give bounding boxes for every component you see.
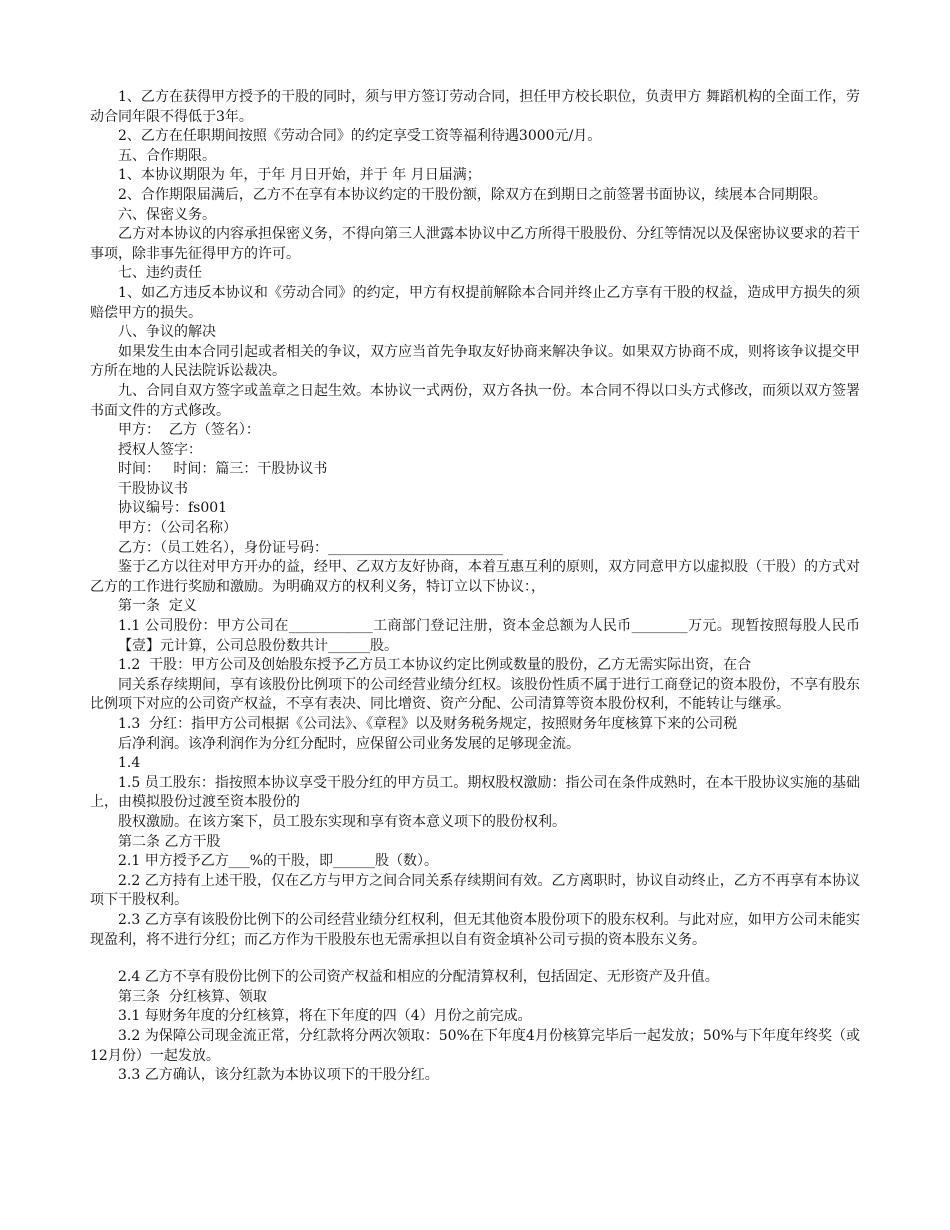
paragraph: 2.2 乙方持有上述干股，仅在乙方与甲方之间合同关系存续期间有效。乙方离职时，协议自动终止，乙方不再享有本协议项下干股权利。: [90, 872, 860, 909]
paragraph: 乙方：（员工姓名），身份证号码：_________________________: [118, 539, 503, 556]
paragraph: 1、本协议期限为 年，于年 月日开始，并于 年 月日届满；: [118, 167, 481, 184]
paragraph: 甲方：（公司名称）: [118, 520, 237, 537]
paragraph: 1、乙方在获得甲方授予的干股的同时，须与甲方签订劳动合同，担任甲方校长职位，负责甲方 舞蹈机构的全面工作，劳动合同年限不得低于3年。: [90, 89, 860, 125]
paragraph: 3.3 乙方确认，该分红款为本协议项下的干股分红。: [118, 1067, 439, 1084]
paragraph: 如果发生由本合同引起或者相关的争议，双方应当首先争取友好协商来解决争议。如果双方协商不成，则将该争议提交甲方所在地的人民法院诉讼裁决。: [90, 343, 860, 380]
paragraph: 1.3 分红：指甲方公司根据《公司法》、《章程》以及财务税务规定，按照财务年度核算下来的公司税: [118, 716, 738, 732]
paragraph: 九、合同自双方签字或盖章之日起生效。本协议一式两份，双方各执一份。本合同不得以口头方式修改，而须以双方签署书面文件的方式修改。: [90, 382, 860, 419]
paragraph: 同关系存续期间，享有该股份比例项下的公司经营业绩分红权。该股份性质不属于进行工商登记的资本股份，不享有股东比例项下对应的公司资产权益，不享有表决、同比增资、资产分配、公司清算等资本股份权利，不能转让与继承。: [90, 676, 860, 713]
paragraph: 五、合作期限。: [118, 147, 216, 164]
paragraph: 六、保密义务。: [118, 206, 216, 223]
paragraph: 后净利润。该净利润作为分红分配时，应保留公司业务发展的足够现金流。: [118, 735, 580, 752]
paragraph: 时间： 时间：篇三：干股协议书: [118, 461, 328, 478]
paragraph: 八、争议的解决: [118, 324, 216, 341]
paragraph: 乙方对本协议的内容承担保密义务，不得向第三人泄露本协议中乙方所得干股股份、分红等情况以及保密协议要求的若干事项，除非事先征得甲方的许可。: [90, 226, 860, 262]
paragraph: 1.4: [118, 755, 141, 772]
paragraph: 干股协议书: [118, 480, 188, 497]
paragraph: 2.4 乙方不享有股份比例下的公司资产权益和相应的分配清算权利，包括固定、无形资产及升值。: [118, 969, 719, 986]
paragraph: 1.5 员工股东：指按照本协议享受干股分红的甲方员工。期权股权激励：指公司在条件成熟时，在本干股协议实施的基础上，由模拟股份过渡至资本股份的: [90, 774, 860, 811]
paragraph: 2、乙方在任职期间按照《劳动合同》的约定享受工资等福利待遇3000元/月。: [118, 128, 602, 145]
paragraph: 3.1 每财务年度的分红核算，将在下年度的四（4）月份之前完成。: [118, 1008, 532, 1025]
paragraph: 1.1 公司股份：甲方公司在____________工商部门登记注册，资本金总额为人民币________万元。现暂按照每股人民币【壹】元计算，公司总股份数共计______股。: [118, 618, 860, 654]
paragraph: 第二条 乙方干股: [118, 833, 221, 850]
paragraph: 2.3 乙方享有该股份比例下的公司经营业绩分红权利，但无其他资本股份项下的股东权利。与此对应，如甲方公司未能实现盈利，将不进行分红；而乙方作为干股股东也无需承担以自有资金填补公司亏损的资本股东义务。: [90, 911, 860, 948]
paragraph: 2.1 甲方授予乙方___%的干股，即______股（数）。: [118, 853, 439, 870]
paragraph: 股权激励。在该方案下，员工股东实现和享有资本意义项下的股份权利。: [118, 813, 566, 830]
paragraph: 协议编号：fs001: [118, 500, 228, 517]
paragraph: 授权人签字：: [118, 441, 202, 458]
paragraph: 七、违约责任: [118, 265, 202, 282]
paragraph: 3.2 为保障公司现金流正常，分红款将分两次领取：50%在下年度4月份核算完毕后一起发放；50%与下年度年终奖（或12月份）一起发放。: [90, 1027, 860, 1064]
paragraph: 第一条 定义: [118, 598, 197, 615]
paragraph: 1.2 干股：甲方公司及创始股东授予乙方员工本协议约定比例或数量的股份，乙方无需实际出资，在合: [118, 657, 752, 674]
paragraph: 鉴于乙方以往对甲方开办的益，经甲、乙双方友好协商，本着互惠互利的原则，双方同意甲方以虚拟股（干股）的方式对乙方的工作进行奖励和激励。为明确双方的权利义务，特订立以下协议：，: [90, 559, 860, 595]
paragraph: 甲方： 乙方（签名）：: [118, 422, 260, 439]
paragraph: 第三条 分红核算、领取: [118, 988, 267, 1005]
paragraph: 1、如乙方违反本协议和《劳动合同》的约定，甲方有权提前解除本合同并终止乙方享有干股的权益，造成甲方损失的须赔偿甲方的损失。: [90, 284, 860, 321]
paragraph: 2、合作期限届满后，乙方不在享有本协议约定的干股份额，除双方在到期日之前签署书面协议，续展本合同期限。: [118, 186, 827, 203]
blank-line: [90, 950, 860, 968]
